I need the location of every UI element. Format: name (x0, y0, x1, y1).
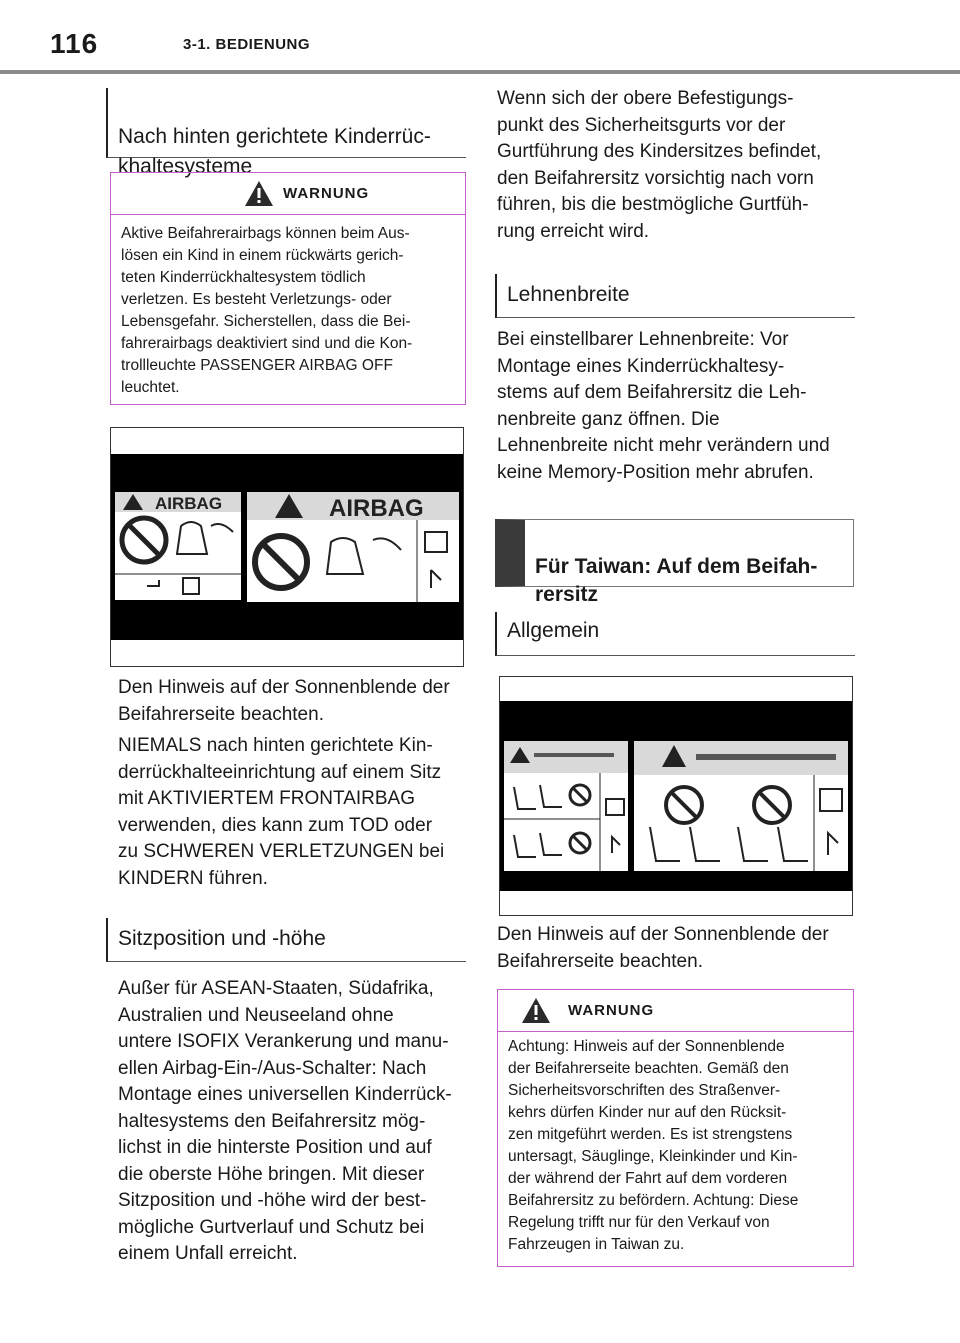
text-line: rung erreicht wird. (497, 220, 650, 242)
text-line: Bei einstellbarer Lehnenbreite: Vor (497, 329, 789, 350)
paragraph (118, 733, 468, 892)
text-line: punkt des Sicherheitsgurts vor der (497, 114, 786, 136)
warning-line: verletzen. Es besteht Verletzungs- oder (121, 291, 392, 308)
warning-triangle-icon (521, 997, 551, 1024)
warning-title: WARNUNG (568, 1002, 655, 1019)
text-line: die oberste Höhe bringen. Mit dieser (118, 1163, 425, 1185)
text-line: führen, bis die bestmögliche Gurtfüh- (497, 194, 809, 215)
text-line: Sitzposition und -höhe wird der best- (118, 1190, 427, 1211)
text-line: ellen Airbag-Ein-/Aus-Schalter: Nach (118, 1057, 427, 1079)
text-line: mit AKTIVIERTEM FRONTAIRBAG (118, 788, 415, 809)
text-line: keine Memory-Position mehr abrufen. (497, 461, 814, 483)
warning-line: untersagt, Säuglinge, Kleinkinder und Kin- (508, 1148, 798, 1165)
text-line: einem Unfall erreicht. (118, 1243, 298, 1264)
text-line: verwenden, dies kann zum TOD oder (118, 814, 433, 836)
paragraph (118, 675, 468, 728)
section-heading-rear-facing (106, 88, 466, 178)
warning-line: teten Kinderrückhaltesystem tödlich (121, 269, 366, 286)
chapter-title: 3-1. BEDIENUNG (183, 36, 311, 53)
section-heading-seat-position (106, 918, 466, 962)
warning-title: WARNUNG (283, 185, 370, 202)
taiwan-label-figure (499, 676, 853, 916)
warning-line: lösen ein Kind in einem rückwärts gerich- (121, 247, 404, 264)
warning-line: kehrs dürfen Kinder nur auf den Rücksit- (508, 1104, 787, 1121)
section-heading-text: Lehnenbreite (507, 283, 630, 306)
warning-line: fahrerairbags deaktiviert sind und die Kon- (121, 335, 413, 352)
text-line: zu SCHWEREN VERLETZUNGEN bei (118, 841, 445, 862)
text-line: Beifahrerseite beachten. (497, 950, 703, 972)
text-line: derrückhalteeinrichtung auf einem Sitz (118, 761, 442, 783)
header-rule (0, 70, 960, 74)
text-line: den Beifahrersitz vorsichtig nach vorn (497, 167, 814, 189)
paragraph (497, 327, 857, 486)
text-line: nenbreite ganz öffnen. Die (497, 408, 720, 430)
text-line: Außer für ASEAN-Staaten, Südafrika, (118, 978, 434, 999)
page-header (0, 0, 960, 75)
text-line: Den Hinweis auf der Sonnenblende der (118, 677, 450, 698)
section-heading-text: Für Taiwan: Auf dem Beifah- rersitz (535, 555, 818, 606)
warning-line: der während der Fahrt auf dem vorderen (508, 1170, 788, 1187)
text-line: NIEMALS nach hinten gerichtete Kin- (118, 735, 433, 756)
text-line: lichst in die hinterste Position und auf (118, 1137, 432, 1158)
warning-line: der Beifahrerseite beachten. Gemäß den (508, 1060, 789, 1077)
text-line: Lehnenbreite nicht mehr verändern und (497, 435, 830, 456)
section-heading-general (495, 612, 855, 656)
text-line: untere ISOFIX Verankerung und manu- (118, 1031, 449, 1052)
warning-text (498, 1032, 853, 1264)
text-line: Beifahrerseite beachten. (118, 703, 324, 725)
warning-line: Aktive Beifahrerairbags können beim Aus- (121, 225, 410, 242)
warning-line: Achtung: Hinweis auf der Sonnenblende (508, 1038, 785, 1055)
warning-line: leuchtet. (121, 379, 180, 396)
warning-line: trollleuchte PASSENGER AIRBAG OFF (121, 357, 393, 374)
section-heading-backrest-width (495, 274, 855, 318)
airbag-label-illustration (111, 428, 463, 666)
airbag-label-small-text: AIRBAG (155, 494, 223, 513)
text-line: Wenn sich der obere Befestigungs- (497, 88, 794, 109)
section-heading-text: Sitzposition und -höhe (118, 927, 326, 950)
warning-line: zen mitgeführt werden. Es ist strengstens (508, 1126, 793, 1143)
paragraph (118, 976, 468, 1268)
page-number: 116 (50, 28, 99, 59)
text-line: Montage eines universellen Kinderrück- (118, 1084, 452, 1105)
warning-line: Regelung trifft nur für den Verkauf von (508, 1214, 770, 1231)
warning-line: Fahrzeugen in Taiwan zu. (508, 1236, 685, 1253)
section-heading-text: Allgemein (507, 619, 600, 642)
warning-line: Sicherheitsvorschriften des Straßenver- (508, 1082, 781, 1099)
airbag-label-figure (110, 427, 464, 667)
warning-box-airbag (110, 172, 466, 405)
section-heading-taiwan (495, 519, 854, 606)
warning-line: Beifahrersitz zu befördern. Achtung: Diese (508, 1192, 799, 1209)
text-line: Australien und Neuseeland ohne (118, 1004, 394, 1026)
text-line: Montage eines Kinderrückhaltesy- (497, 355, 785, 377)
warning-triangle-icon (244, 180, 274, 207)
text-line: mögliche Gurtverlauf und Schutz bei (118, 1216, 425, 1238)
paragraph (497, 86, 857, 245)
airbag-label-large-text: AIRBAG (329, 495, 424, 522)
warning-box-taiwan (497, 989, 854, 1267)
text-line: Gurtführung des Kindersitzes befindet, (497, 141, 822, 162)
text-line: haltesystems den Beifahrersitz mög- (118, 1110, 426, 1132)
text-line: KINDERN führen. (118, 867, 268, 889)
paragraph (497, 922, 857, 975)
warning-text (111, 215, 465, 407)
text-line: Den Hinweis auf der Sonnenblende der (497, 924, 829, 945)
section-heading-text: Nach hinten gerichtete Kinderrüc- khaltesysteme (118, 125, 431, 178)
warning-line: Lebensgefahr. Sicherstellen, dass die Bei- (121, 313, 411, 330)
text-line: stems auf dem Beifahrersitz die Leh- (497, 382, 807, 403)
warning-header (111, 173, 465, 215)
taiwan-label-illustration (500, 677, 852, 915)
warning-header (498, 990, 853, 1032)
